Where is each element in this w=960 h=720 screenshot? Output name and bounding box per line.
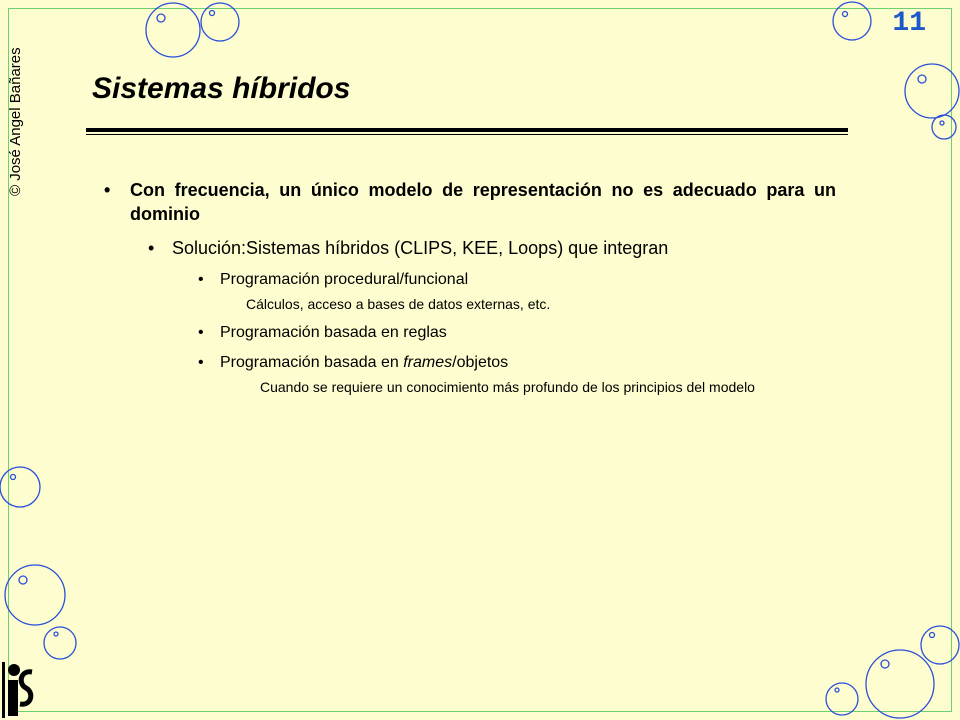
bullet-note: Cuando se requiere un conocimiento más profundo de los principios del modelo [260,379,755,395]
page-number: 11 [892,8,926,39]
bullet-icon: • [198,324,204,341]
bullet-level1 [100,178,836,226]
bullet-icon: • [148,238,155,258]
bubble [881,660,889,668]
bullet-icon: • [104,180,111,200]
bubble [44,627,76,659]
bullet-note: Cálculos, acceso a bases de datos externas, etc. [246,296,551,312]
slide-title: Sistemas híbridos [92,72,351,105]
bubble [19,576,27,584]
bubble [930,633,935,638]
bullet-level3 [100,270,836,290]
copyright-text: © José Angel Bañares [7,47,24,196]
bubble [0,467,40,507]
bubble [826,683,858,715]
bullet-text: Solución:Sistemas híbridos (CLIPS, KEE, Loops) que integran [172,238,669,258]
bubble [833,2,871,40]
bullet-icon: • [198,354,204,371]
bullet-text: Con frecuencia, un único modelo de representación no es adecuado para un dominio [130,180,836,224]
bubble [918,75,926,83]
bullet-text: Programación basada en frames/objetos [220,354,509,371]
bubble [940,121,944,125]
bubble [157,14,165,22]
bubble [932,115,956,139]
bullet-level3 [100,353,836,373]
bubble [210,11,215,16]
bubble [921,626,959,664]
is-logo-icon [2,662,38,718]
bullet-text: Programación basada en reglas [220,324,447,341]
bubble [54,632,58,636]
bubble [201,3,239,41]
title-rule [86,128,848,135]
bubble [11,475,16,480]
bubble [146,3,200,57]
slide-body [100,178,836,396]
bubble [843,12,848,17]
italic-term: frames [403,354,453,371]
bullet-level3 [100,323,836,343]
bullet-icon: • [198,271,204,288]
bubble [905,64,959,118]
bubble [866,650,934,718]
bubble [835,688,839,692]
bullet-text: Programación procedural/funcional [220,271,469,288]
bullet-level2 [100,236,836,260]
bubble [5,565,65,625]
